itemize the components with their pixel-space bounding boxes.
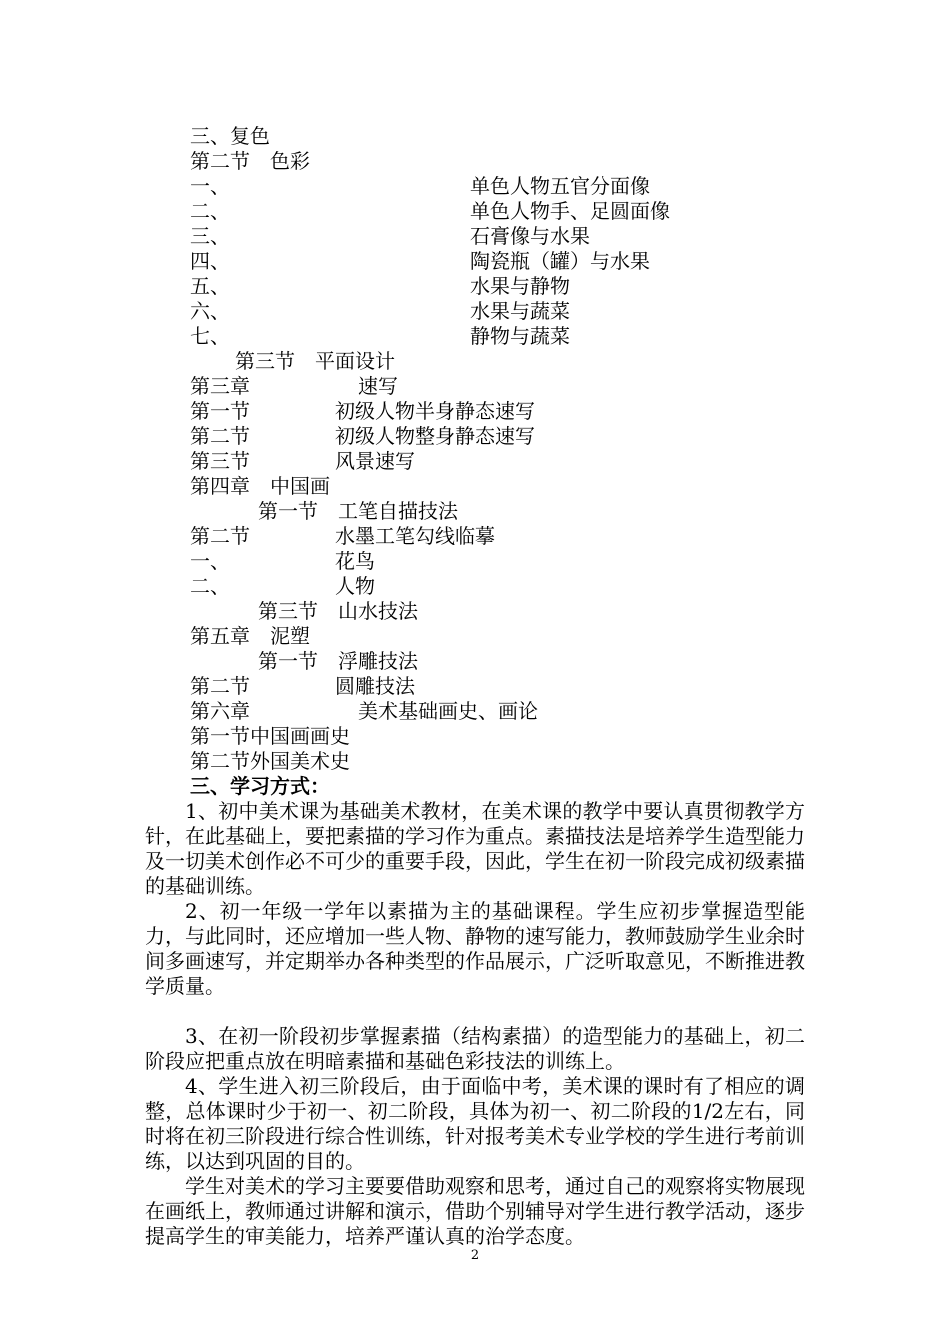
outline-line: 第三节 bbox=[190, 449, 250, 473]
outline-line: 第二节外国美术史 bbox=[190, 749, 350, 773]
outline-title: 水果与蔬菜 bbox=[470, 299, 570, 323]
outline-line: 二、 bbox=[190, 199, 230, 223]
outline-title: 陶瓷瓶（罐）与水果 bbox=[470, 249, 650, 273]
outline-title: 静物与蔬菜 bbox=[470, 324, 570, 348]
outline-line: 七、 bbox=[190, 324, 230, 348]
paragraph: 学生对美术的学习主要要借助观察和思考，通过自己的观察将实物展现在画纸上，教师通过讲解和演示，借助个别辅导对学生进行教学活动，逐步提高学生的审美能力，培养严谨认真的治学态度。 bbox=[145, 1174, 805, 1248]
outline-line: 第二节 色彩 bbox=[190, 149, 310, 173]
outline-line: 第三章 bbox=[190, 374, 250, 398]
outline-title: 美术基础画史、画论 bbox=[358, 699, 538, 723]
outline-line: 第三节 山水技法 bbox=[258, 599, 418, 623]
outline-line: 一、 bbox=[190, 549, 230, 573]
outline-line: 第四章 中国画 bbox=[190, 474, 330, 498]
outline-line: 六、 bbox=[190, 299, 230, 323]
outline-line: 第五章 泥塑 bbox=[190, 624, 310, 648]
outline-title: 水果与静物 bbox=[470, 274, 570, 298]
section-heading: 三、学习方式： bbox=[190, 774, 330, 798]
paragraph: 1、初中美术课为基础美术教材，在美术课的教学中要认真贯彻教学方针，在此基础上，要把素描的学习作为重点。素描技法是培养学生造型能力及一切美术创作必不可少的重要手段，因此，学生在初一阶段完成初级素描的基础训练。 bbox=[145, 799, 805, 898]
outline-line: 三、复色 bbox=[190, 124, 270, 148]
page-number: 2 bbox=[470, 1248, 480, 1263]
outline-line: 第一节中国画画史 bbox=[190, 724, 350, 748]
outline-title: 初级人物半身静态速写 bbox=[335, 399, 535, 423]
outline-title: 水墨工笔勾线临摹 bbox=[335, 524, 495, 548]
paragraph: 2、初一年级一学年以素描为主的基础课程。学生应初步掌握造型能力，与此同时，还应增加一些人物、静物的速写能力，教师鼓励学生业余时间多画速写，并定期举办各种类型的作品展示，广泛听取意见，不断推进教学质量。 bbox=[145, 899, 805, 998]
outline-title: 初级人物整身静态速写 bbox=[335, 424, 535, 448]
outline-line: 四、 bbox=[190, 249, 230, 273]
outline-line: 第三节 平面设计 bbox=[235, 349, 395, 373]
outline-title: 人物 bbox=[335, 574, 375, 598]
outline-line: 第二节 bbox=[190, 674, 250, 698]
outline-line: 一、 bbox=[190, 174, 230, 198]
outline-line: 二、 bbox=[190, 574, 230, 598]
outline-line: 第六章 bbox=[190, 699, 250, 723]
outline-line: 三、 bbox=[190, 224, 230, 248]
paragraph: 3、在初一阶段初步掌握素描（结构素描）的造型能力的基础上，初二阶段应把重点放在明暗素描和基础色彩技法的训练上。 bbox=[145, 1024, 805, 1073]
outline-title: 单色人物五官分面像 bbox=[470, 174, 650, 198]
outline-title: 石膏像与水果 bbox=[470, 224, 590, 248]
outline-title: 速写 bbox=[358, 374, 398, 398]
outline-line: 五、 bbox=[190, 274, 230, 298]
outline-title: 风景速写 bbox=[335, 449, 415, 473]
outline-title: 花鸟 bbox=[335, 549, 375, 573]
outline-line: 第一节 bbox=[190, 399, 250, 423]
outline-line: 第二节 bbox=[190, 424, 250, 448]
outline-line: 第二节 bbox=[190, 524, 250, 548]
outline-line: 第一节 工笔自描技法 bbox=[258, 499, 458, 523]
outline-line: 第一节 浮雕技法 bbox=[258, 649, 418, 673]
paragraph: 4、学生进入初三阶段后，由于面临中考，美术课的课时有了相应的调整，总体课时少于初一、初二阶段，具体为初一、初二阶段的1/2左右，同时将在初三阶段进行综合性训练，针对报考美术专业学校的学生进行考前训练，以达到巩固的目的。 bbox=[145, 1074, 805, 1173]
outline-title: 圆雕技法 bbox=[335, 674, 415, 698]
outline-title: 单色人物手、足圆面像 bbox=[470, 199, 670, 223]
